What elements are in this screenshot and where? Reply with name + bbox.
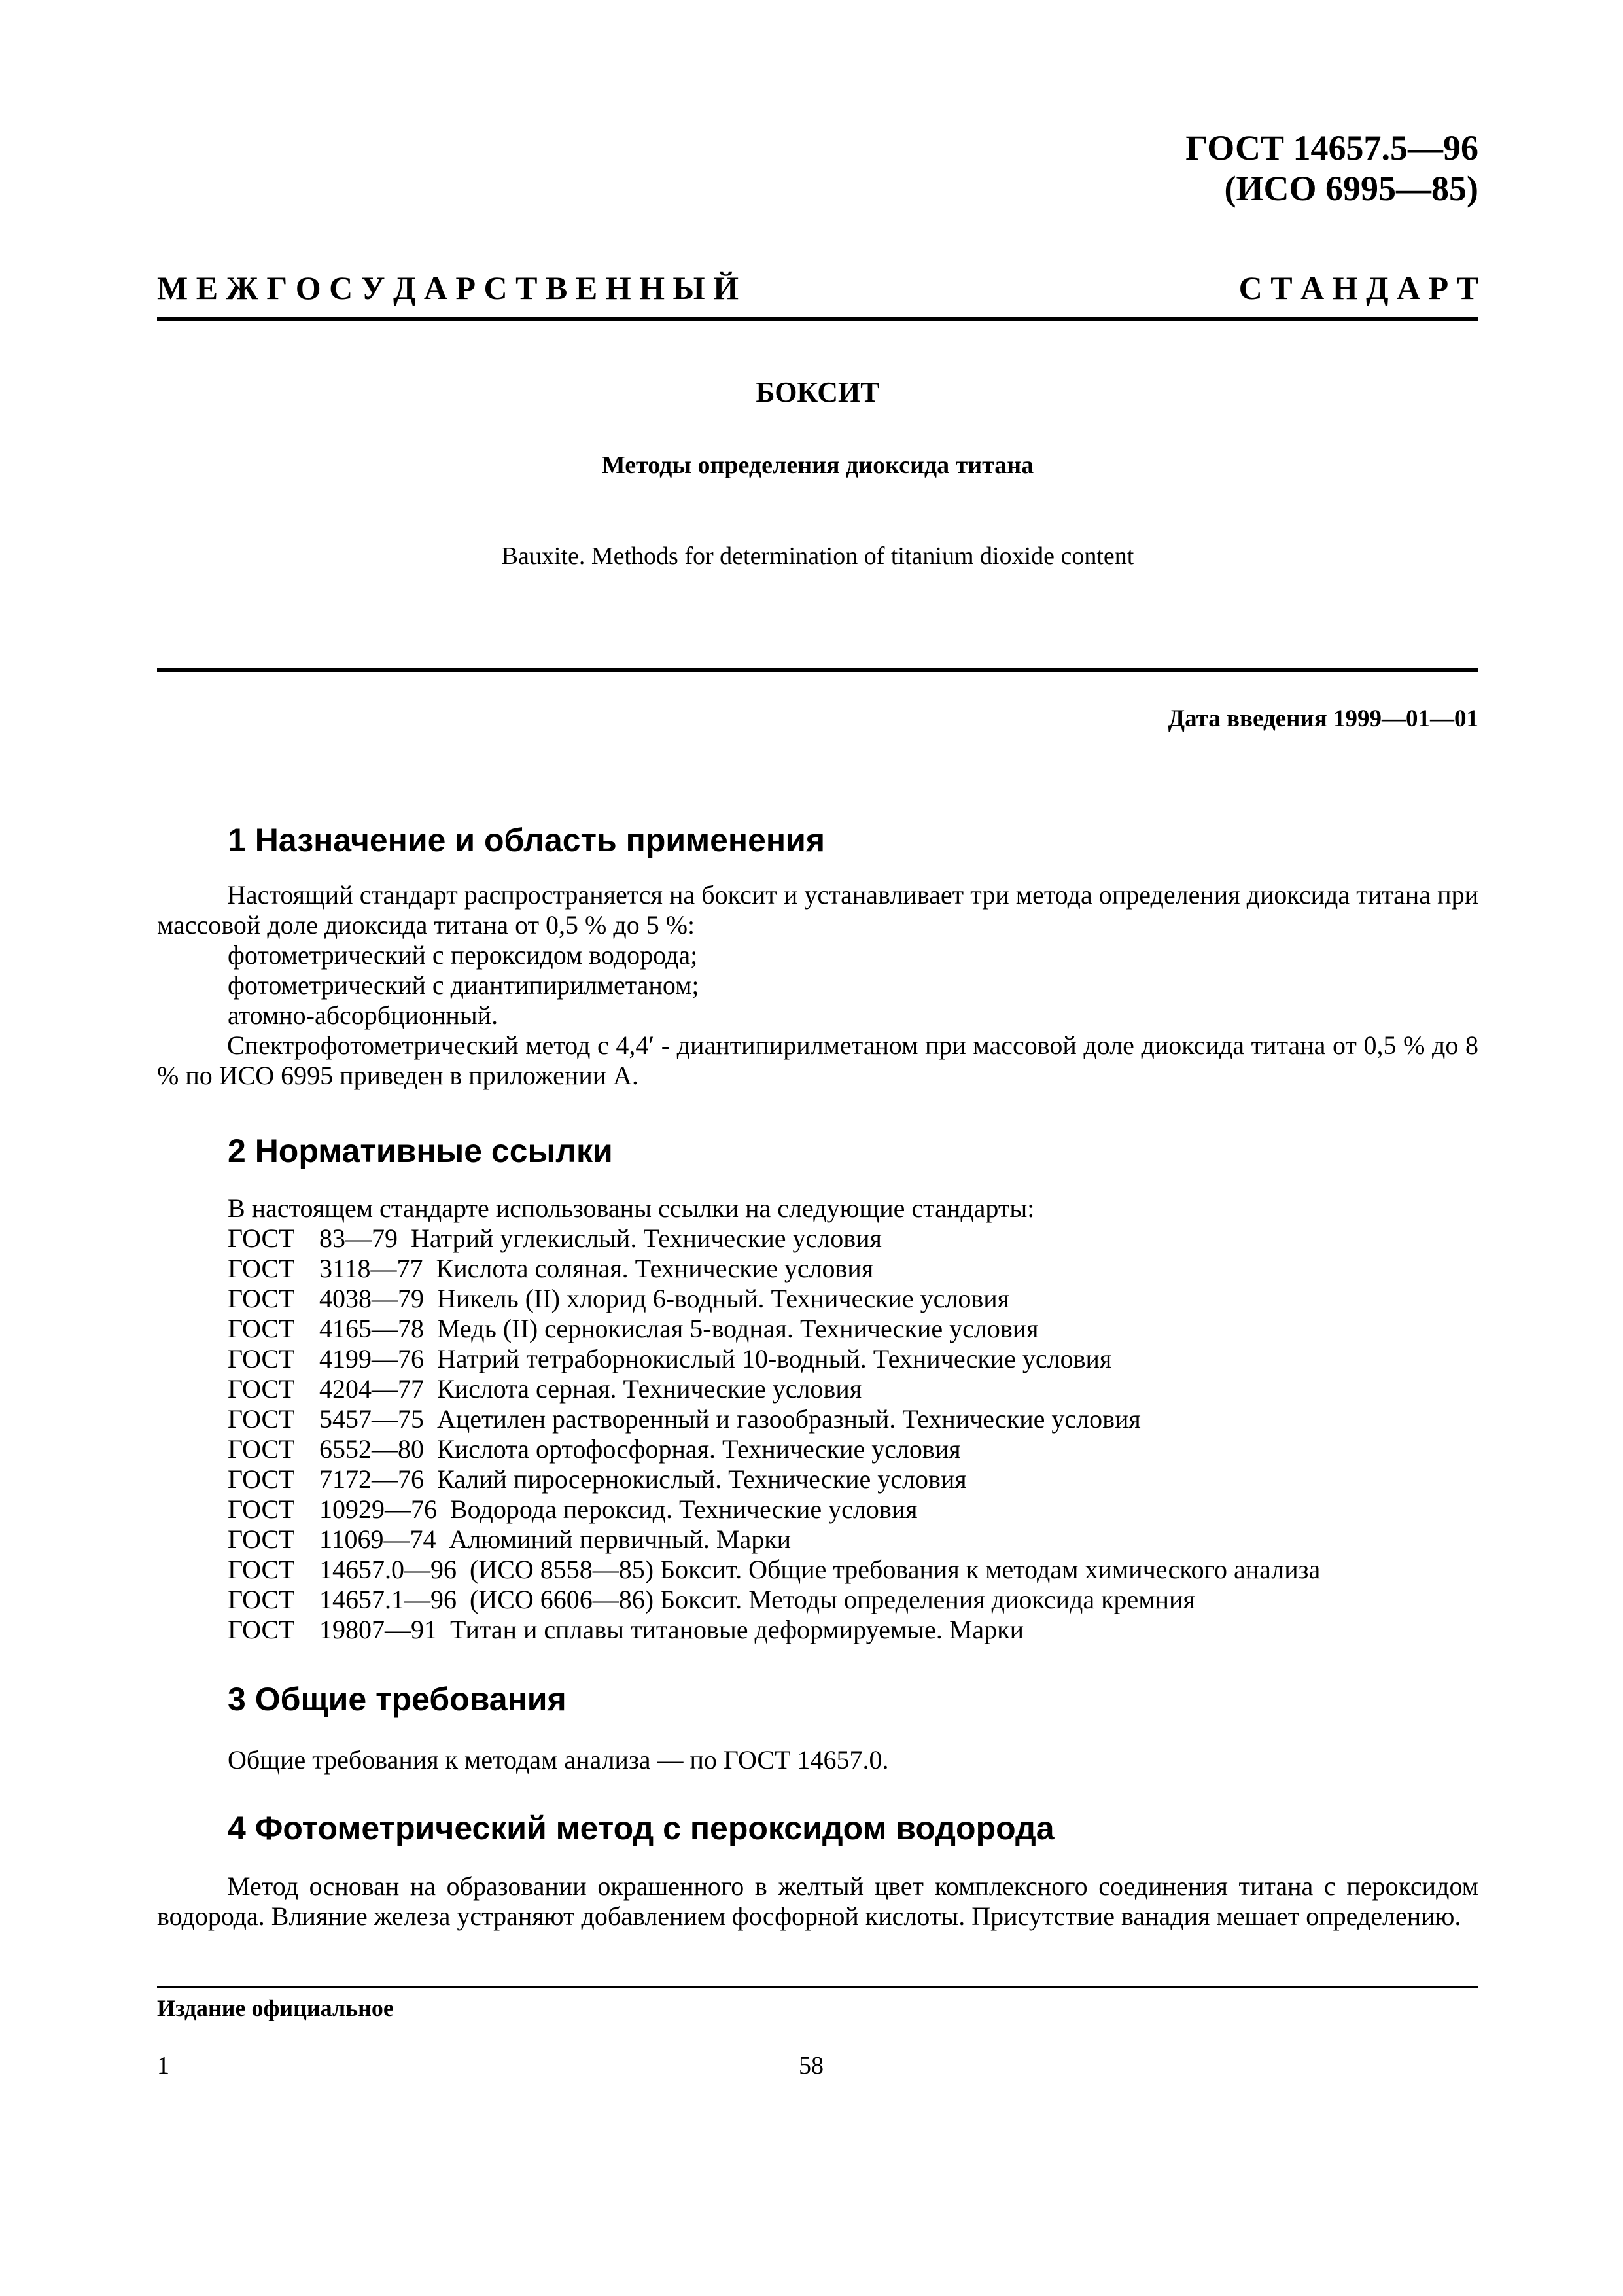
reference-text: 3118—77 Кислота соляная. Технические условия xyxy=(319,1254,874,1283)
reference-item xyxy=(228,1374,1320,1404)
reference-code: ГОСТ xyxy=(228,1374,295,1404)
reference-item xyxy=(228,1555,1320,1585)
reference-text: 11069—74 Алюминий первичный. Марки xyxy=(319,1525,792,1554)
doc-code-gost: ГОСТ 14657.5—96 xyxy=(1185,128,1478,168)
footer-rule xyxy=(157,1986,1478,1988)
section-4-paragraph: Метод основан на образовании окрашенного в желтый цвет комплексного соединения титана с пероксидом водорода. Влияние железа устраняют добавлением фосфорной кислоты. Присутствие ванадия мешает определению. xyxy=(157,1871,1478,1931)
method-list-item: фотометрический с пероксидом водорода; xyxy=(228,940,698,970)
reference-text: 83—79 Натрий углекислый. Технические условия xyxy=(319,1224,882,1253)
reference-text: 4165—78 Медь (II) сернокислая 5-водная. Технические условия xyxy=(319,1314,1039,1343)
reference-code: ГОСТ xyxy=(228,1314,295,1343)
section-1-heading: 1 Назначение и область применения xyxy=(228,822,826,858)
section-3-heading: 3 Общие требования xyxy=(228,1681,567,1718)
reference-code: ГОСТ xyxy=(228,1525,295,1554)
references-list xyxy=(228,1224,1320,1645)
english-title: Bauxite. Methods for determination of titanium dioxide content xyxy=(501,542,1134,570)
page-number-left: 1 xyxy=(157,2052,169,2079)
reference-text: 10929—76 Водорода пероксид. Технические условия xyxy=(319,1494,918,1524)
section-1-intro-paragraph: Настоящий стандарт распространяется на боксит и устанавливает три метода определения диоксида титана при массовой доле диоксида титана от 0,5 % до 5 %: xyxy=(157,880,1478,940)
reference-text: 14657.1—96 (ИСО 6606—86) Боксит. Методы определения диоксида кремния xyxy=(319,1585,1195,1614)
section-3-text: Общие требования к методам анализа — по ГОСТ 14657.0. xyxy=(228,1745,889,1775)
reference-code: ГОСТ xyxy=(228,1494,295,1524)
reference-text: 7172—76 Калий пиросернокислый. Технические условия xyxy=(319,1464,967,1494)
method-list-item: фотометрический с диантипирилметаном; xyxy=(228,970,699,1000)
reference-item xyxy=(228,1344,1320,1374)
reference-text: 4038—79 Никель (II) хлорид 6-водный. Технические условия xyxy=(319,1284,1010,1313)
reference-text: 5457—75 Ацетилен растворенный и газообразный. Технические условия xyxy=(319,1404,1141,1434)
banner-word-interstate: М Е Ж Г О С У Д А Р С Т В Е Н Н Ы Й xyxy=(157,270,739,306)
reference-item xyxy=(228,1224,1320,1254)
standard-subtitle: Методы определения диоксида титана xyxy=(601,451,1034,479)
reference-code: ГОСТ xyxy=(228,1254,295,1283)
reference-code: ГОСТ xyxy=(228,1555,295,1584)
reference-text: 6552—80 Кислота ортофосфорная. Технические условия xyxy=(319,1434,961,1464)
reference-item xyxy=(228,1615,1320,1645)
reference-code: ГОСТ xyxy=(228,1464,295,1494)
reference-item xyxy=(228,1284,1320,1314)
method-list-item: атомно-абсорбционный. xyxy=(228,1000,498,1030)
banner-word-standard: С Т А Н Д А Р Т xyxy=(1238,270,1478,306)
reference-item xyxy=(228,1494,1320,1525)
reference-item xyxy=(228,1434,1320,1464)
references-intro: В настоящем стандарте использованы ссылки на следующие стандарты: xyxy=(228,1193,1035,1223)
introduction-date: Дата введения 1999—01—01 xyxy=(1168,705,1478,732)
section-1-spectro-paragraph: Спектрофотометрический метод с 4,4′ - диантипирилметаном при массовой доле диоксида титана от 0,5 % до 8 % по ИСО 6995 приведен в приложении А. xyxy=(157,1031,1478,1090)
reference-item xyxy=(228,1464,1320,1494)
reference-text: 4199—76 Натрий тетраборнокислый 10-водный. Технические условия xyxy=(319,1344,1112,1373)
reference-item xyxy=(228,1404,1320,1434)
page-number-center: 58 xyxy=(799,2052,824,2079)
reference-code: ГОСТ xyxy=(228,1284,295,1313)
standard-title: БОКСИТ xyxy=(756,376,880,408)
reference-text: 4204—77 Кислота серная. Технические условия xyxy=(319,1374,862,1404)
interstate-standard-banner xyxy=(157,268,1478,308)
document-code xyxy=(981,128,1478,209)
section-4-heading: 4 Фотометрический метод с пероксидом водорода xyxy=(228,1810,1055,1846)
header-rule xyxy=(157,317,1478,321)
official-edition-label: Издание официальное xyxy=(157,1995,394,2021)
section-2-heading: 2 Нормативные ссылки xyxy=(228,1133,613,1169)
reference-code: ГОСТ xyxy=(228,1585,295,1614)
reference-code: ГОСТ xyxy=(228,1344,295,1373)
reference-item xyxy=(228,1314,1320,1344)
reference-item xyxy=(228,1585,1320,1615)
doc-code-iso: (ИСО 6995—85) xyxy=(1224,169,1478,208)
reference-item xyxy=(228,1254,1320,1284)
title-rule xyxy=(157,668,1478,672)
reference-text: 14657.0—96 (ИСО 8558—85) Боксит. Общие требования к методам химического анализа xyxy=(319,1555,1321,1584)
reference-code: ГОСТ xyxy=(228,1615,295,1644)
reference-code: ГОСТ xyxy=(228,1404,295,1434)
reference-text: 19807—91 Титан и сплавы титановые деформируемые. Марки xyxy=(319,1615,1024,1644)
reference-code: ГОСТ xyxy=(228,1224,295,1253)
reference-item xyxy=(228,1525,1320,1555)
reference-code: ГОСТ xyxy=(228,1434,295,1464)
